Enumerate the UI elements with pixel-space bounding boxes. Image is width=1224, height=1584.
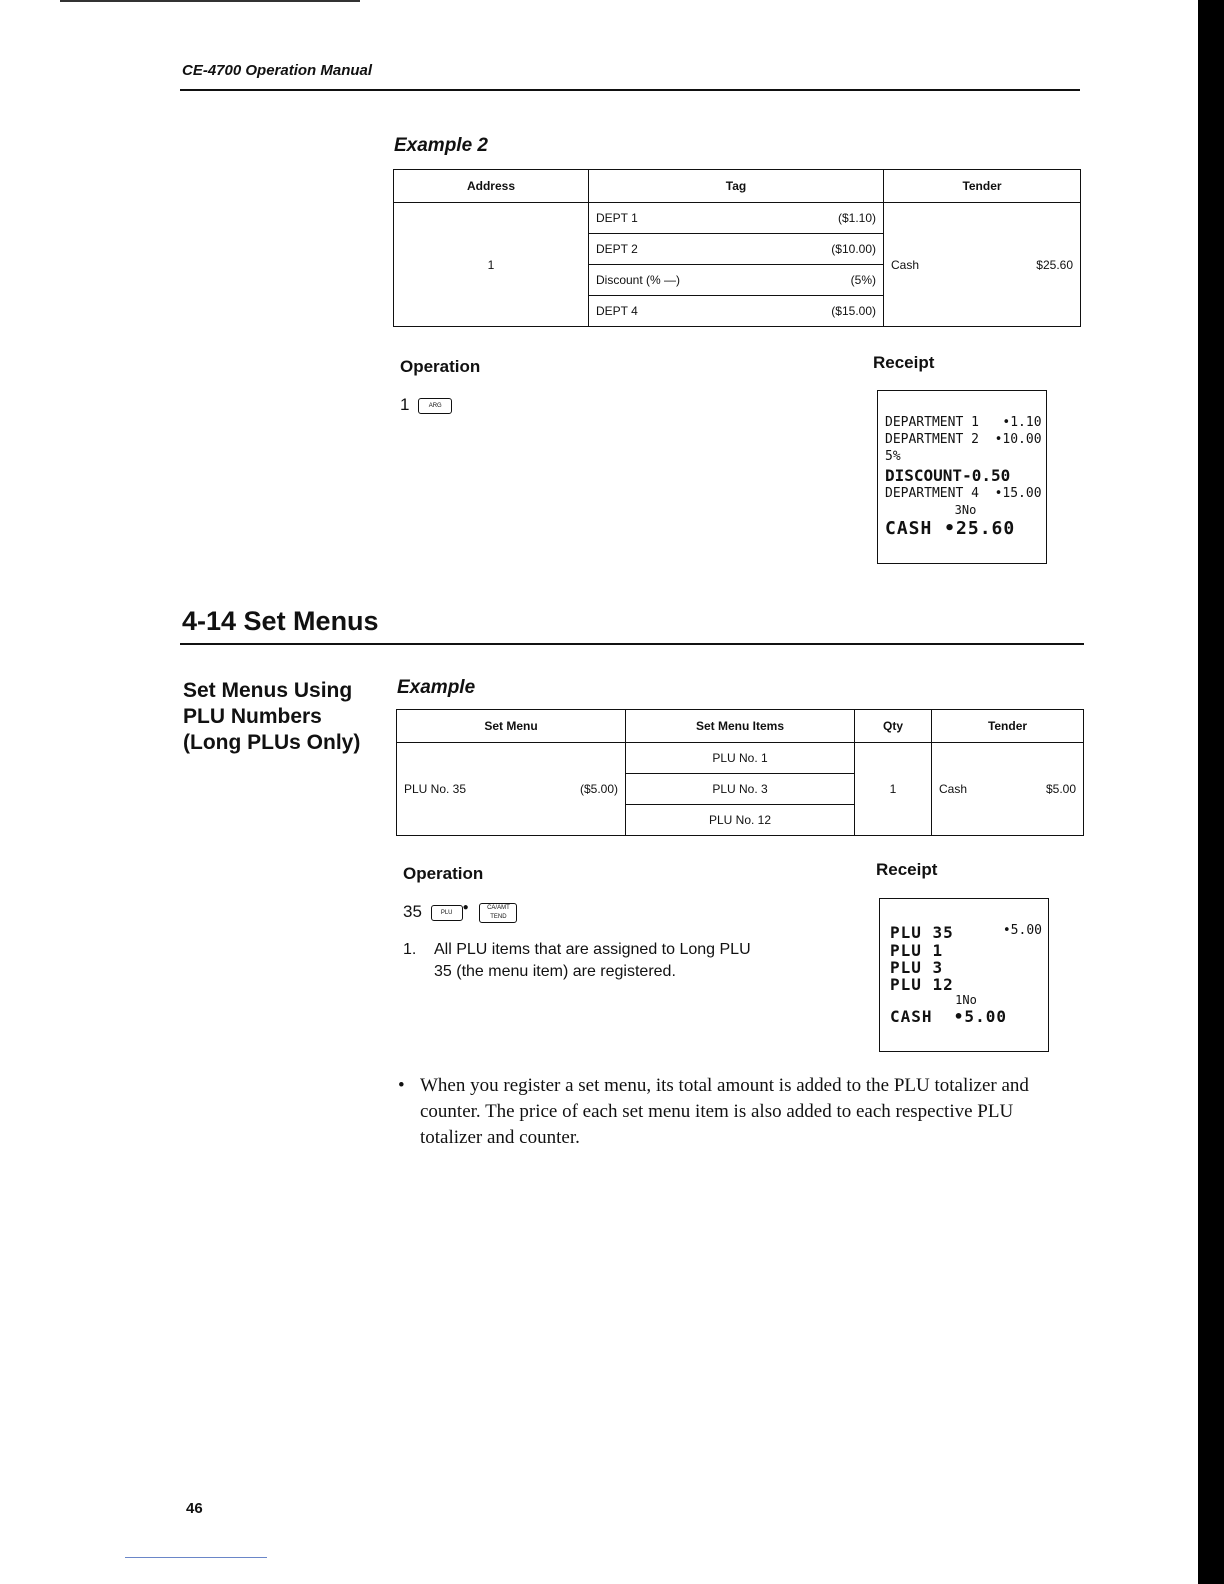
note-number: 1.	[403, 941, 417, 958]
tender-label: Cash	[891, 257, 920, 272]
tender-value: $25.60	[1036, 257, 1073, 272]
receipt-count: 1No	[955, 993, 977, 1007]
example-title: Example	[397, 677, 476, 698]
receipt-amount: •5.00	[1002, 923, 1042, 938]
receipt-item: PLU 35	[890, 923, 954, 942]
items-header: Set Menu Items	[626, 710, 855, 743]
address-header: Address	[394, 170, 589, 203]
tag-label: DEPT 2	[596, 242, 638, 256]
address-cell: 1	[394, 203, 589, 327]
example2-title: Example 2	[394, 135, 488, 156]
example2-table	[393, 169, 1081, 327]
bullet-text: When you register a set menu, its total amount is added to the PLU totalizer and counter. The price of each set menu item is also added to each respective PLU totalizer and counter.	[420, 1075, 1029, 1148]
set-menu-label: PLU No. 35	[404, 782, 467, 796]
tender-header: Tender	[884, 170, 1081, 203]
set-menu-item: PLU No. 1	[626, 743, 855, 774]
qty-header: Qty	[855, 710, 932, 743]
running-header: CE-4700 Operation Manual	[182, 62, 373, 79]
example-receipt-heading: Receipt	[876, 860, 938, 879]
tender-cell	[884, 203, 1081, 327]
receipt-item: PLU 12	[890, 975, 954, 994]
example-operation	[403, 902, 517, 923]
receipt-line: DEPARTMENT 1 •1.10	[885, 415, 1042, 430]
set-menu-item: PLU No. 3	[626, 774, 855, 805]
tender-cell	[932, 743, 1084, 836]
example-receipt	[879, 898, 1049, 1052]
tag-label: DEPT 4	[596, 304, 638, 318]
plu-key-icon: PLU	[431, 905, 463, 921]
receipt-line: DEPARTMENT 4 •15.00	[885, 486, 1042, 502]
tender-label: Cash	[939, 782, 968, 796]
tag-value: ($15.00)	[831, 304, 876, 318]
receipt-total: CASH •25.60	[885, 518, 1016, 540]
operation-number: 35	[403, 902, 422, 921]
top-edge-rule	[60, 0, 360, 2]
receipt-line: DISCOUNT-0.50	[885, 465, 1011, 485]
cash-tender-key-icon: CA/AMT TEND	[479, 903, 517, 923]
set-menu-cell	[397, 743, 626, 836]
set-menu-item: PLU No. 12	[626, 805, 855, 836]
tender-header: Tender	[932, 710, 1084, 743]
tag-value: ($1.10)	[837, 211, 876, 225]
tag-row	[589, 296, 884, 327]
qty-cell: 1	[855, 743, 932, 836]
header-rule	[180, 89, 1080, 91]
tag-header: Tag	[589, 170, 884, 203]
example2-operation-heading: Operation	[400, 357, 481, 376]
set-menu-table	[396, 709, 1084, 836]
set-menu-value: ($5.00)	[579, 782, 618, 796]
tag-row	[589, 203, 884, 234]
bottom-edge-rule	[125, 1557, 267, 1558]
arg-key-icon: ARG	[418, 398, 452, 414]
scan-edge-bar	[1198, 0, 1224, 1584]
receipt-line	[890, 923, 1042, 942]
receipt-item: PLU 1	[890, 941, 944, 960]
set-menu-header: Set Menu	[397, 710, 626, 743]
tag-row	[589, 234, 884, 265]
receipt-total: CASH •5.00	[890, 1007, 1007, 1026]
bullet-icon: •	[398, 1075, 405, 1096]
receipt-count: 3No	[954, 503, 977, 518]
example2-operation	[400, 395, 452, 415]
example-operation-heading: Operation	[403, 864, 484, 883]
tag-label: Discount (% —)	[596, 273, 681, 287]
receipt-line: 5%	[885, 448, 901, 464]
side-heading: Set Menus Using PLU Numbers (Long PLUs Only)	[183, 679, 361, 754]
page-number: 46	[186, 1500, 203, 1517]
section-rule	[180, 643, 1084, 645]
operation-note: All PLU items that are assigned to Long PLU 35 (the menu item) are registered.	[434, 941, 751, 980]
example2-receipt	[877, 390, 1047, 564]
receipt-line: DEPARTMENT 2 •10.00	[885, 431, 1042, 447]
tag-value: ($10.00)	[831, 242, 876, 256]
tag-value: (5%)	[850, 273, 876, 287]
tag-row	[589, 265, 884, 296]
example2-receipt-heading: Receipt	[873, 353, 935, 372]
tender-value: $5.00	[1045, 782, 1076, 796]
operation-number: 1	[400, 395, 410, 414]
receipt-item: PLU 3	[890, 958, 944, 977]
tag-label: DEPT 1	[596, 211, 638, 225]
key-dot-icon: ●	[462, 902, 469, 913]
section-title: 4-14 Set Menus	[182, 606, 379, 636]
